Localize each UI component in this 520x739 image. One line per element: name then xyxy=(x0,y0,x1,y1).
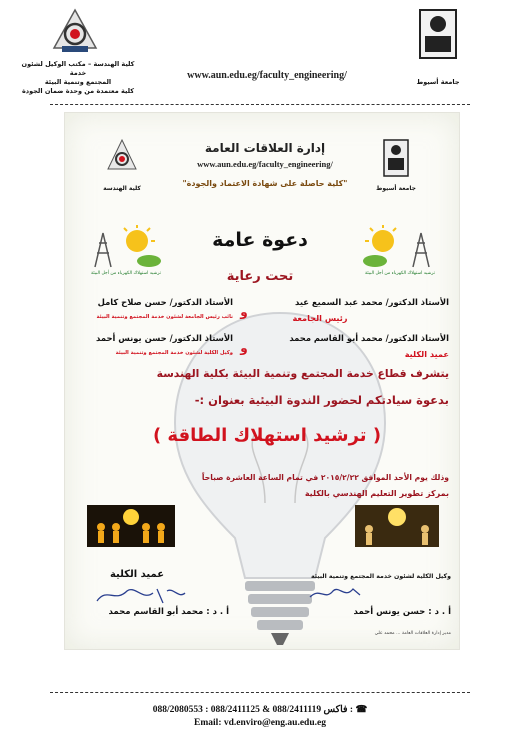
sig-left-name: أ . د : محمد أبو القاسم محمد xyxy=(108,607,229,617)
vp-title: نائب رئيس الجامعة لشئون خدمة المجتمع وتنمية البيئة xyxy=(96,314,233,320)
invite-line: بدعوة سيادتكم لحضور الندوة البيئية بعنوان :- xyxy=(194,393,449,407)
faculty-line-2: المجتمع وتنمية البيئة xyxy=(44,78,112,86)
faculty-logo-icon xyxy=(52,8,98,54)
sun-tower-icon xyxy=(85,223,163,269)
president-name: الأستاذ الدكتور/ محمد عبد السميع عيد xyxy=(295,297,449,307)
accreditation-line: "كلية حاصلة على شهادة الاعتماد والجودة" xyxy=(182,179,348,188)
footnote: مدير إدارة العلاقات العامة ... محمد علي xyxy=(374,631,451,636)
university-logo-icon xyxy=(418,8,458,60)
handwritten-signature-icon xyxy=(305,583,365,603)
sig-right-title: وكيل الكلية لشئون خدمة المجتمع وتنمية البيئة xyxy=(310,573,451,580)
people-lightbulb-icon xyxy=(87,505,175,547)
dept-title: إدارة العلاقات العامة xyxy=(204,141,326,155)
university-logo xyxy=(418,8,458,60)
seminar-title: ( ترشيد استهلاك الطاقة ) xyxy=(152,425,382,446)
left-slogan: ترشيد استهلاك الكهرباء من أجل البيئة xyxy=(90,271,161,276)
sun-tower-icon xyxy=(361,223,439,269)
faculty-emblem-icon xyxy=(107,139,137,175)
left-people-photo xyxy=(87,505,175,547)
right-slogan: ترشيد استهلاك الكهرباء من أجل البيئة xyxy=(364,271,435,276)
right-people-photo xyxy=(355,505,439,547)
patronage-label: تحت رعاية xyxy=(226,269,294,284)
contact-email[interactable]: Email: vd.enviro@eng.au.edu.eg xyxy=(194,718,326,728)
vice-dean-name: الأستاذ الدكتور/ حسن يونس أحمد xyxy=(96,333,233,343)
president-title: رئيس الجامعة xyxy=(292,313,348,323)
venue-line: بمركز تطوير التعليم الهندسي بالكلية xyxy=(304,489,449,498)
honor-line: يتشرف قطاع خدمة المجتمع وتنمية البيئة بكلية الهندسة xyxy=(156,367,449,380)
faculty-line-1: كلية الهندسة – مكتب الوكيل لشئون خدمة xyxy=(21,60,135,77)
contact-phones: 088/2080553 : فاكس 088/2411119 & 088/2411125 : ☎ xyxy=(152,705,368,715)
card-url[interactable]: www.aun.edu.eg/faculty_engineering/ xyxy=(197,159,333,169)
date-line: وذلك يوم الأحد الموافق ٢٠١٥/٢/٢٢ في تمام الساعة العاشرة صباحاً xyxy=(201,473,449,482)
sig-left-signature xyxy=(93,581,189,607)
sig-left-title: عميد الكلية xyxy=(109,569,165,580)
right-sun-graphic xyxy=(361,223,439,269)
card-university-logo-label: جامعة أسيوط xyxy=(376,185,416,192)
invitation-title: دعوة عامة xyxy=(212,229,308,251)
faculty-logo xyxy=(52,8,98,54)
sig-right-name: أ . د : حسن يونس أحمد xyxy=(353,607,451,617)
card-faculty-logo-label: كلية الهندسة xyxy=(103,185,141,192)
dean-name: الأستاذ الدكتور/ محمد أبو القاسم محمد xyxy=(289,333,449,343)
header-url[interactable]: www.aun.edu.eg/faculty_engineering/ xyxy=(187,70,347,81)
invitation-card xyxy=(64,112,460,650)
and-connector-1: و xyxy=(240,305,248,319)
card-faculty-logo xyxy=(107,139,137,175)
left-sun-graphic xyxy=(85,223,163,269)
people-lightbulb-icon xyxy=(355,505,439,547)
vice-dean-title: وكيل الكلية لشئون خدمة المجتمع وتنمية البيئة xyxy=(115,350,233,356)
vp-name: الأستاذ الدكتور/ حسن صلاح كامل xyxy=(97,297,233,307)
faculty-line-3: كلية معتمدة من وحدة ضمان الجودة xyxy=(21,87,135,95)
top-divider xyxy=(50,104,470,105)
sig-right-signature xyxy=(305,583,365,603)
handwritten-signature-icon xyxy=(93,581,189,607)
dean-title: عميد الكلية xyxy=(404,349,449,359)
university-label: جامعة أسيوط xyxy=(416,78,460,86)
faculty-header-text xyxy=(18,60,138,96)
card-university-logo xyxy=(383,139,409,177)
and-connector-2: و xyxy=(240,341,248,355)
university-emblem-icon xyxy=(383,139,409,177)
bottom-divider xyxy=(50,692,470,693)
